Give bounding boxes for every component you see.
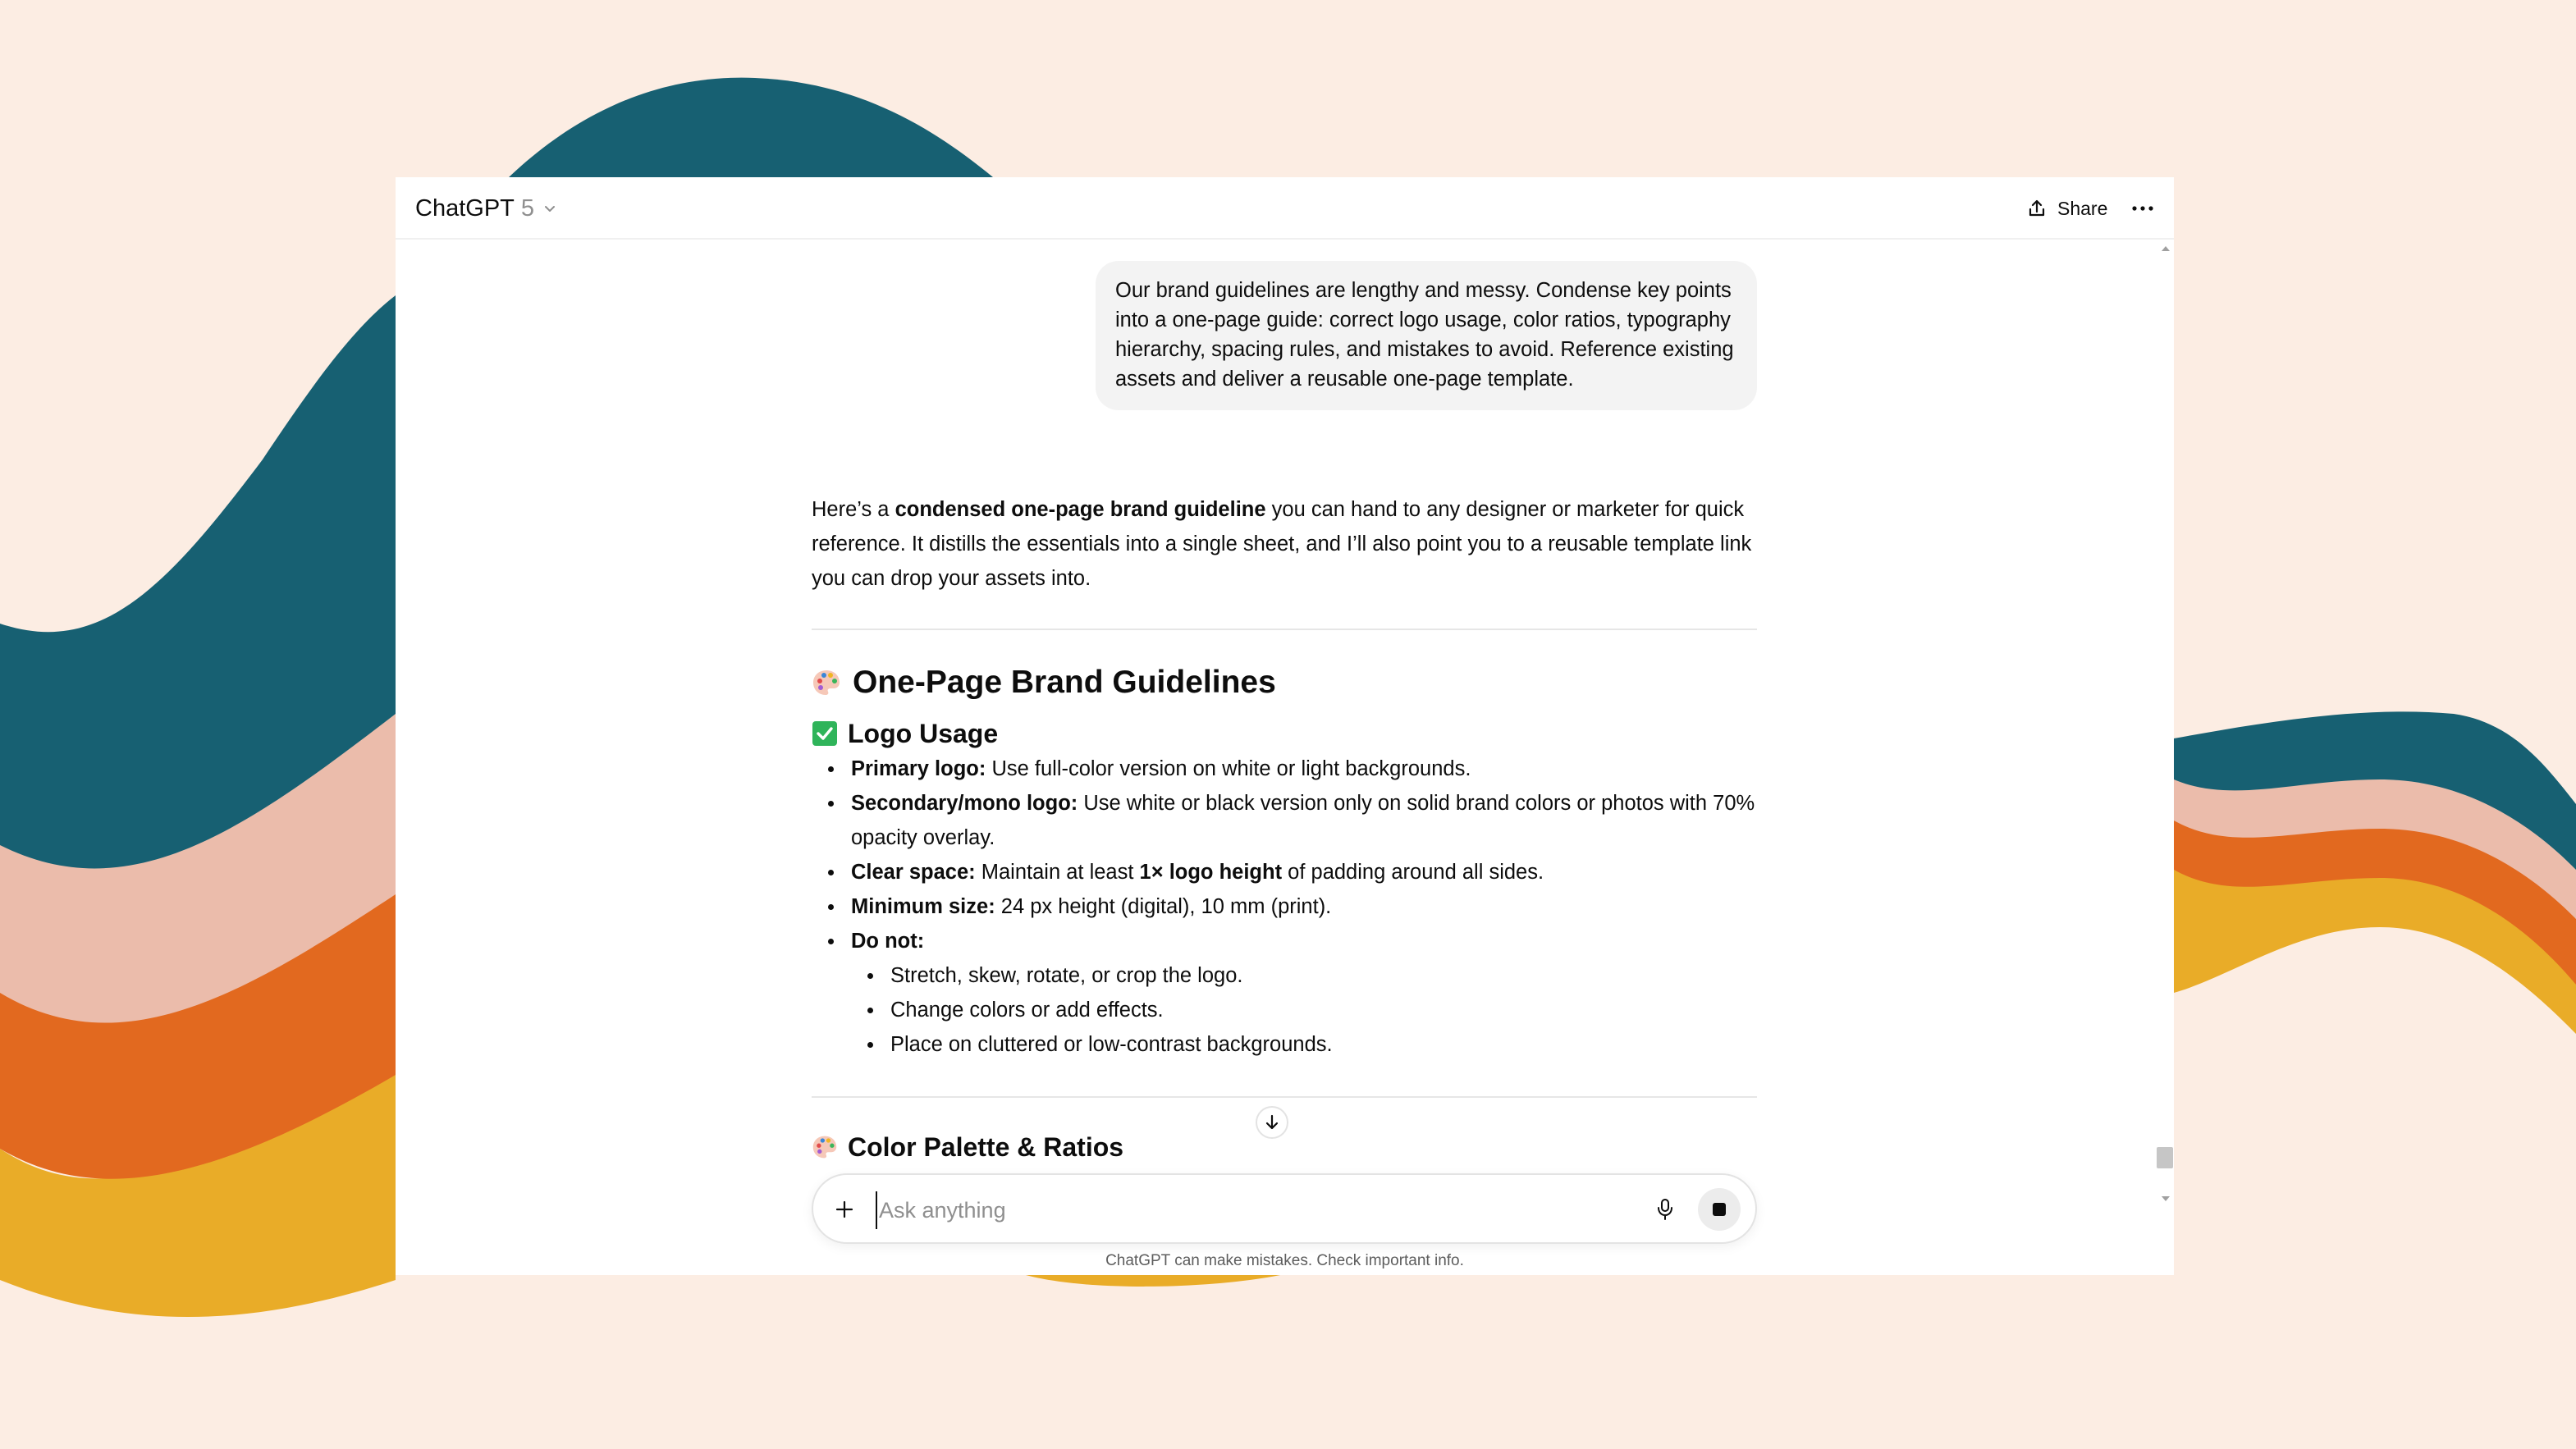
stop-icon <box>1713 1203 1726 1216</box>
divider <box>812 629 1757 630</box>
list-item: Secondary/mono logo: Use white or black version only on solid brand colors or photos with 70% opacity overlay. <box>812 786 1757 855</box>
more-icon <box>2131 205 2154 212</box>
logo-usage-heading <box>812 715 1757 752</box>
assistant-intro: Here’s a condensed one-page brand guideline you can hand to any designer or marketer for quick reference. It distills the essentials into a single sheet, and I’ll also point you to a reusable template link you can drop your assets into. <box>812 498 1752 590</box>
chevron-down-icon <box>542 201 557 216</box>
palette-icon <box>812 1134 838 1160</box>
section-title: One-Page Brand Guidelines <box>853 665 1276 700</box>
check-box-icon <box>812 720 838 747</box>
user-message-bubble: Our brand guidelines are lengthy and messy. Condense key points into a one-page guide: correct logo usage, color ratios, typography hierarchy, spacing rules, and mistakes to avoid. Reference existing assets and deliver a reusable one-page template. <box>1096 261 1757 410</box>
color-palette-title: Color Palette & Ratios <box>848 1132 1124 1162</box>
disclaimer-text: ChatGPT can make mistakes. Check important info. <box>1105 1252 1464 1269</box>
dictate-button[interactable] <box>1649 1193 1681 1226</box>
palette-icon <box>812 668 841 697</box>
list-item: Do not: Stretch, skew, rotate, or crop the logo. Change colors or add effects. Place on cluttered or low-contrast backgrounds. <box>812 924 1757 1062</box>
list-item: Change colors or add effects. <box>812 993 1757 1027</box>
list-item: Stretch, skew, rotate, or crop the logo. <box>812 958 1757 993</box>
scrollbar-thumb[interactable] <box>2157 1147 2173 1168</box>
share-button[interactable] <box>2026 192 2107 225</box>
list-item: Minimum size: 24 px height (digital), 10 mm (print). <box>812 889 1757 924</box>
microphone-icon <box>1655 1198 1675 1221</box>
section-heading <box>812 661 1757 704</box>
list-item: Primary logo: Use full-color version on white or light backgrounds. <box>812 752 1757 786</box>
list-item: Clear space: Maintain at least 1× logo height of padding around all sides. <box>812 855 1757 889</box>
share-label: Share <box>2057 197 2108 219</box>
color-palette-heading <box>812 1129 1757 1165</box>
scroll-up-arrow-icon[interactable] <box>2162 246 2170 251</box>
more-options-button[interactable] <box>2126 194 2159 223</box>
add-attachment-button[interactable] <box>828 1193 861 1226</box>
model-name: ChatGPT <box>415 194 515 222</box>
plus-icon <box>835 1200 854 1219</box>
model-switcher[interactable] <box>415 192 557 225</box>
assistant-message <box>812 492 1757 1165</box>
logo-usage-title: Logo Usage <box>848 719 999 748</box>
top-bar <box>396 177 2174 240</box>
chatgpt-window <box>396 177 2174 1275</box>
share-icon <box>2026 198 2048 219</box>
list-item: Place on cluttered or low-contrast backgrounds. <box>812 1027 1757 1062</box>
do-not-list <box>812 958 1757 1062</box>
arrow-down-icon <box>1263 1113 1281 1131</box>
message-composer <box>812 1173 1757 1244</box>
scrollbar[interactable] <box>2155 246 2171 1216</box>
logo-usage-list <box>812 752 1757 1062</box>
divider <box>812 1096 1757 1098</box>
prompt-input[interactable] <box>876 1191 1586 1229</box>
scroll-to-bottom-button[interactable] <box>1256 1106 1288 1139</box>
scroll-down-arrow-icon[interactable] <box>2162 1196 2170 1201</box>
stop-generating-button[interactable] <box>1698 1188 1741 1231</box>
model-version: 5 <box>520 194 535 222</box>
